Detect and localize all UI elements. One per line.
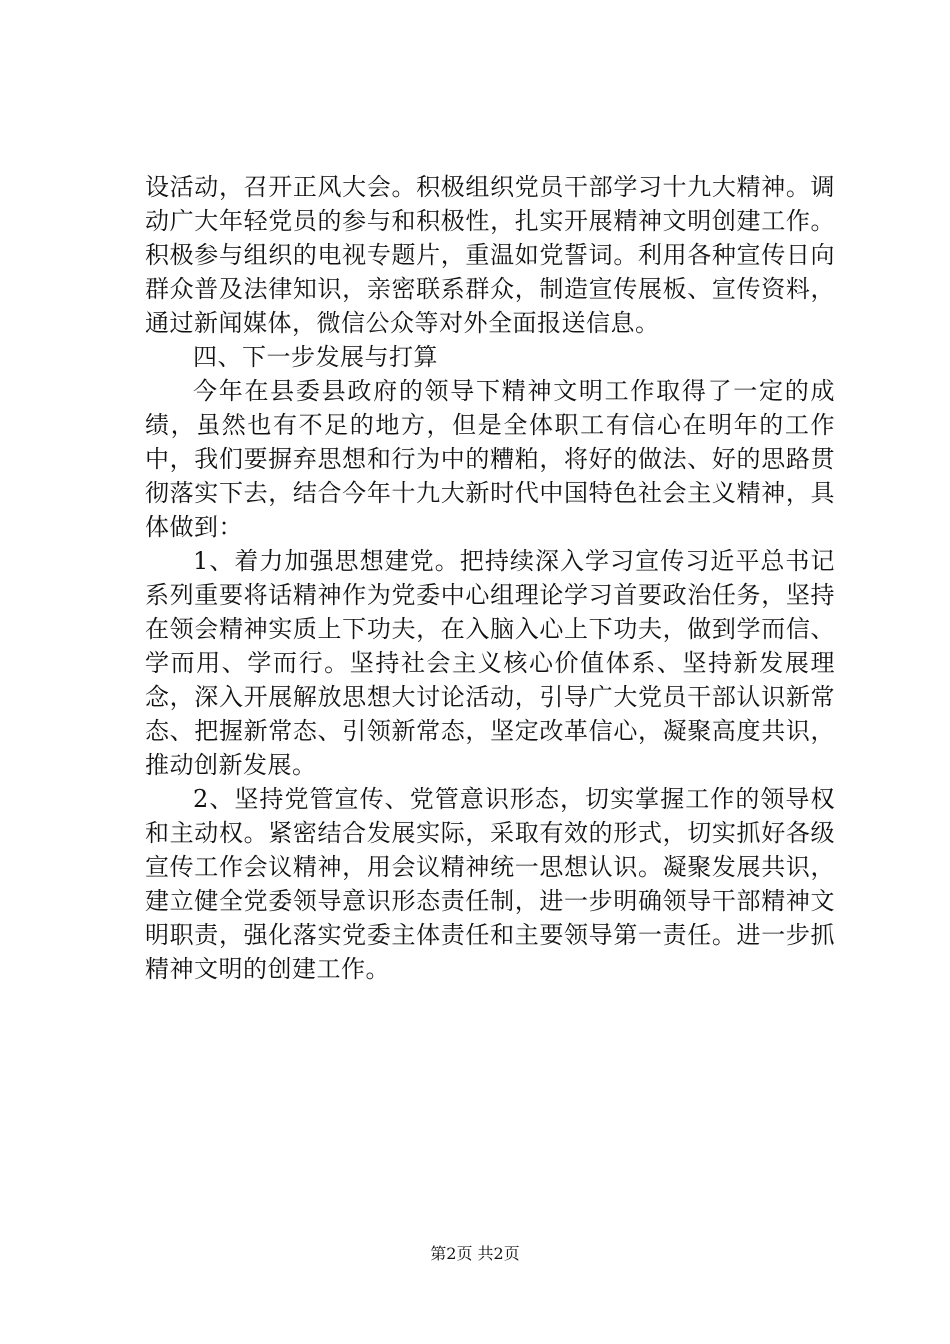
section-heading: 四、下一步发展与打算 [193, 343, 438, 371]
paragraph-continuation: 设活动，召开正风大会。积极组织党员干部学习十九大精神。调动广大年轻党员的参与和积极性，扎实开展精神文明创建工作。积极参与组织的电视专题片，重温如党誓词。利用各种宣传日向群众普及法律知识，亲密联系群众，制造宣传展板、宣传资料，通过新闻媒体，微信公众等对外全面报送信息。 [145, 173, 835, 337]
paragraph-item-2: 2、坚持党管宣传、党管意识形态，切实掌握工作的领导权和主动权。紧密结合发展实际，采取有效的形式，切实抓好各级宣传工作会议精神，用会议精神统一思想认识。凝聚发展共识，建立健全党委领导意识形态责任制，进一步明确领导干部精神文明职责，强化落实党委主体责任和主要领导第一责任。进一步抓精神文明的创建工作。 [145, 785, 835, 983]
paragraph-intro: 今年在县委县政府的领导下精神文明工作取得了一定的成绩，虽然也有不足的地方，但是全体职工有信心在明年的工作中，我们要摒弃思想和行为中的糟粕，将好的做法、好的思路贯彻落实下去，结合今年十九大新时代中国特色社会主义精神，具体做到： [145, 377, 835, 541]
page-number-footer: 第2页 共2页 [430, 1244, 520, 1263]
paragraph-item-1: 1、着力加强思想建党。把持续深入学习宣传习近平总书记系列重要将话精神作为党委中心组理论学习首要政治任务，坚持在领会精神实质上下功夫，在入脑入心上下功夫，做到学而信、学而用、学而行。坚持社会主义核心价值体系、坚持新发展理念，深入开展解放思想大讨论活动，引导广大党员干部认识新常态、把握新常态、引领新常态，坚定改革信心，凝聚高度共识，推动创新发展。 [145, 547, 835, 779]
document-body [145, 170, 835, 986]
